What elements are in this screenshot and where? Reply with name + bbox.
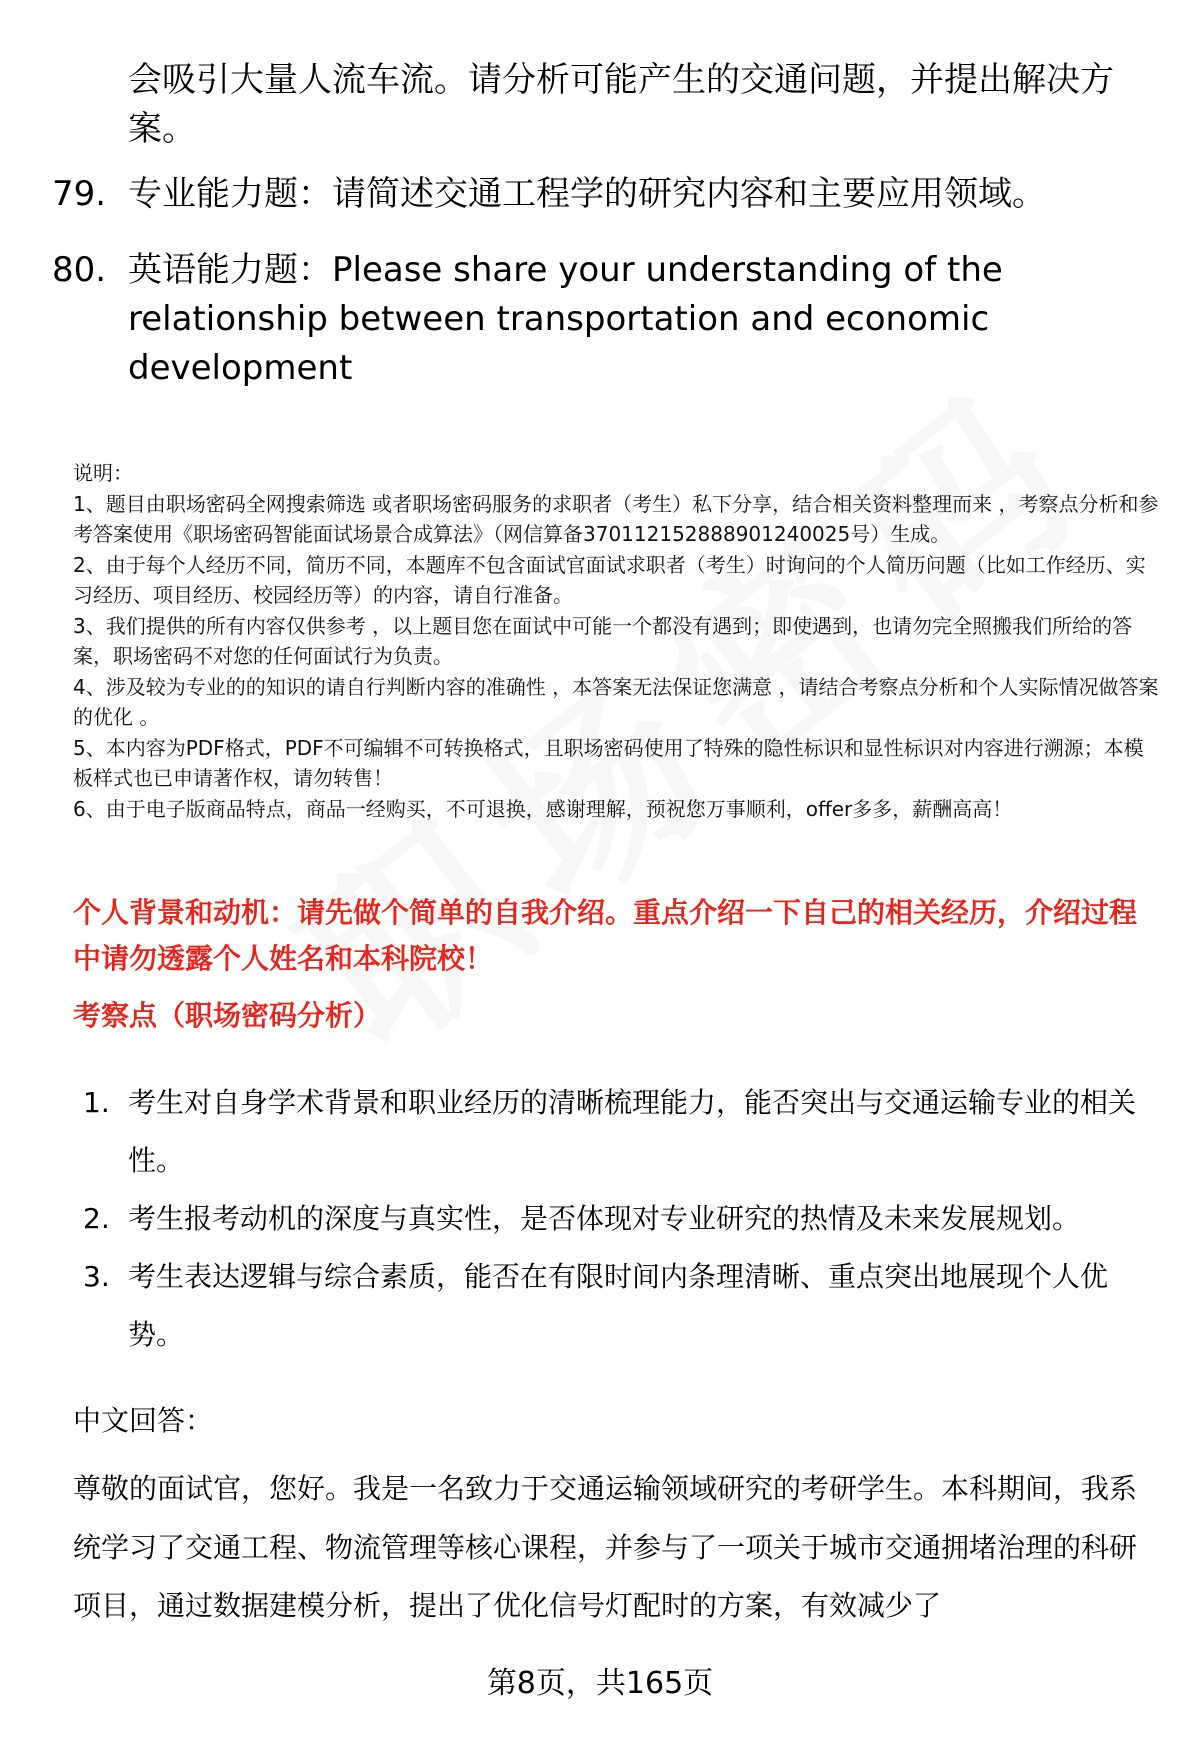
list-text: 考生表达逻辑与综合素质，能否在有限时间内条理清晰、重点突出地展现个人优势。 bbox=[128, 1260, 1109, 1351]
question-continuation: 会吸引大量人流车流。请分析可能产生的交通问题，并提出解决方案。 bbox=[128, 60, 1114, 149]
note-item: 1、题目由职场密码全网搜索筛选 或者职场密码服务的求职者（考生）私下分享，结合相关资料整理而来 ，考察点分析和参考答案使用《职场密码智能面试场景合成算法》（网信算备370112152888901240025号）生成。 bbox=[73, 491, 1159, 546]
list-number: 1. bbox=[83, 1086, 110, 1119]
question-79 bbox=[52, 170, 1142, 219]
list-text: 考生报考动机的深度与真实性，是否体现对专业研究的热情及未来发展规划。 bbox=[128, 1202, 1081, 1235]
question-text: 专业能力题：请简述交通工程学的研究内容和主要应用领域。 bbox=[128, 174, 1046, 214]
list-item bbox=[83, 1248, 1153, 1364]
note-item: 6、由于电子版商品特点，商品一经购买，不可退换，感谢理解，预祝您万事顺利，offer多多，薪酬高高！ bbox=[73, 796, 1013, 821]
kaocha-title: 考察点（职场密码分析） bbox=[73, 999, 382, 1032]
note-item: 3、我们提供的所有内容仅供参考 ，以上题目您在面试中可能一个都没有遇到；即使遇到，也请勿完全照搬我们所给的答案，职场密码不对您的任何面试行为负责。 bbox=[73, 613, 1133, 668]
question-number: 80. bbox=[52, 250, 107, 290]
page-footer: 第8页，共165页 bbox=[486, 1666, 714, 1701]
notes-title: 说明： bbox=[73, 461, 133, 485]
question-80 bbox=[52, 246, 1142, 393]
kaocha-list bbox=[83, 1074, 1153, 1364]
list-item bbox=[83, 1190, 1153, 1248]
list-number: 3. bbox=[83, 1260, 110, 1293]
note-item: 5、本内容为PDF格式，PDF不可编辑不可转换格式，且职场密码使用了特殊的隐性标识和显性标识对内容进行溯源；本模板样式也已申请著作权，请勿转售！ bbox=[73, 735, 1144, 790]
notes-section bbox=[73, 458, 1163, 824]
question-number: 79. bbox=[52, 174, 107, 214]
answer-text: 尊敬的面试官，您好。我是一名致力于交通运输领域研究的考研学生。本科期间，我系统学习了交通工程、物流管理等核心课程，并参与了一项关于城市交通拥堵治理的科研项目，通过数据建模分析，提出了优化信号灯配时的方案，有效减少了 bbox=[73, 1472, 1138, 1622]
list-text: 考生对自身学术背景和职业经历的清晰梳理能力，能否突出与交通运输专业的相关性。 bbox=[128, 1086, 1137, 1177]
list-number: 2. bbox=[83, 1202, 110, 1235]
note-item: 2、由于每个人经历不同，简历不同，本题库不包含面试官面试求职者（考生）时询问的个人简历问题（比如工作经历、实习经历、项目经历、校园经历等）的内容，请自行准备。 bbox=[73, 552, 1146, 607]
list-item bbox=[83, 1074, 1153, 1190]
answer-label: 中文回答： bbox=[73, 1404, 214, 1437]
section-heading: 个人背景和动机：请先做个简单的自我介绍。重点介绍一下自己的相关经历，介绍过程中请勿透露个人姓名和本科院校！ bbox=[73, 896, 1138, 975]
note-item: 4、涉及较为专业的的知识的请自行判断内容的准确性 ，本答案无法保证您满意 ，请结合考察点分析和个人实际情况做答案的优化 。 bbox=[73, 674, 1159, 729]
question-text: 英语能力题：Please share your understanding of the relationship between transportation and economic development bbox=[128, 250, 1003, 388]
